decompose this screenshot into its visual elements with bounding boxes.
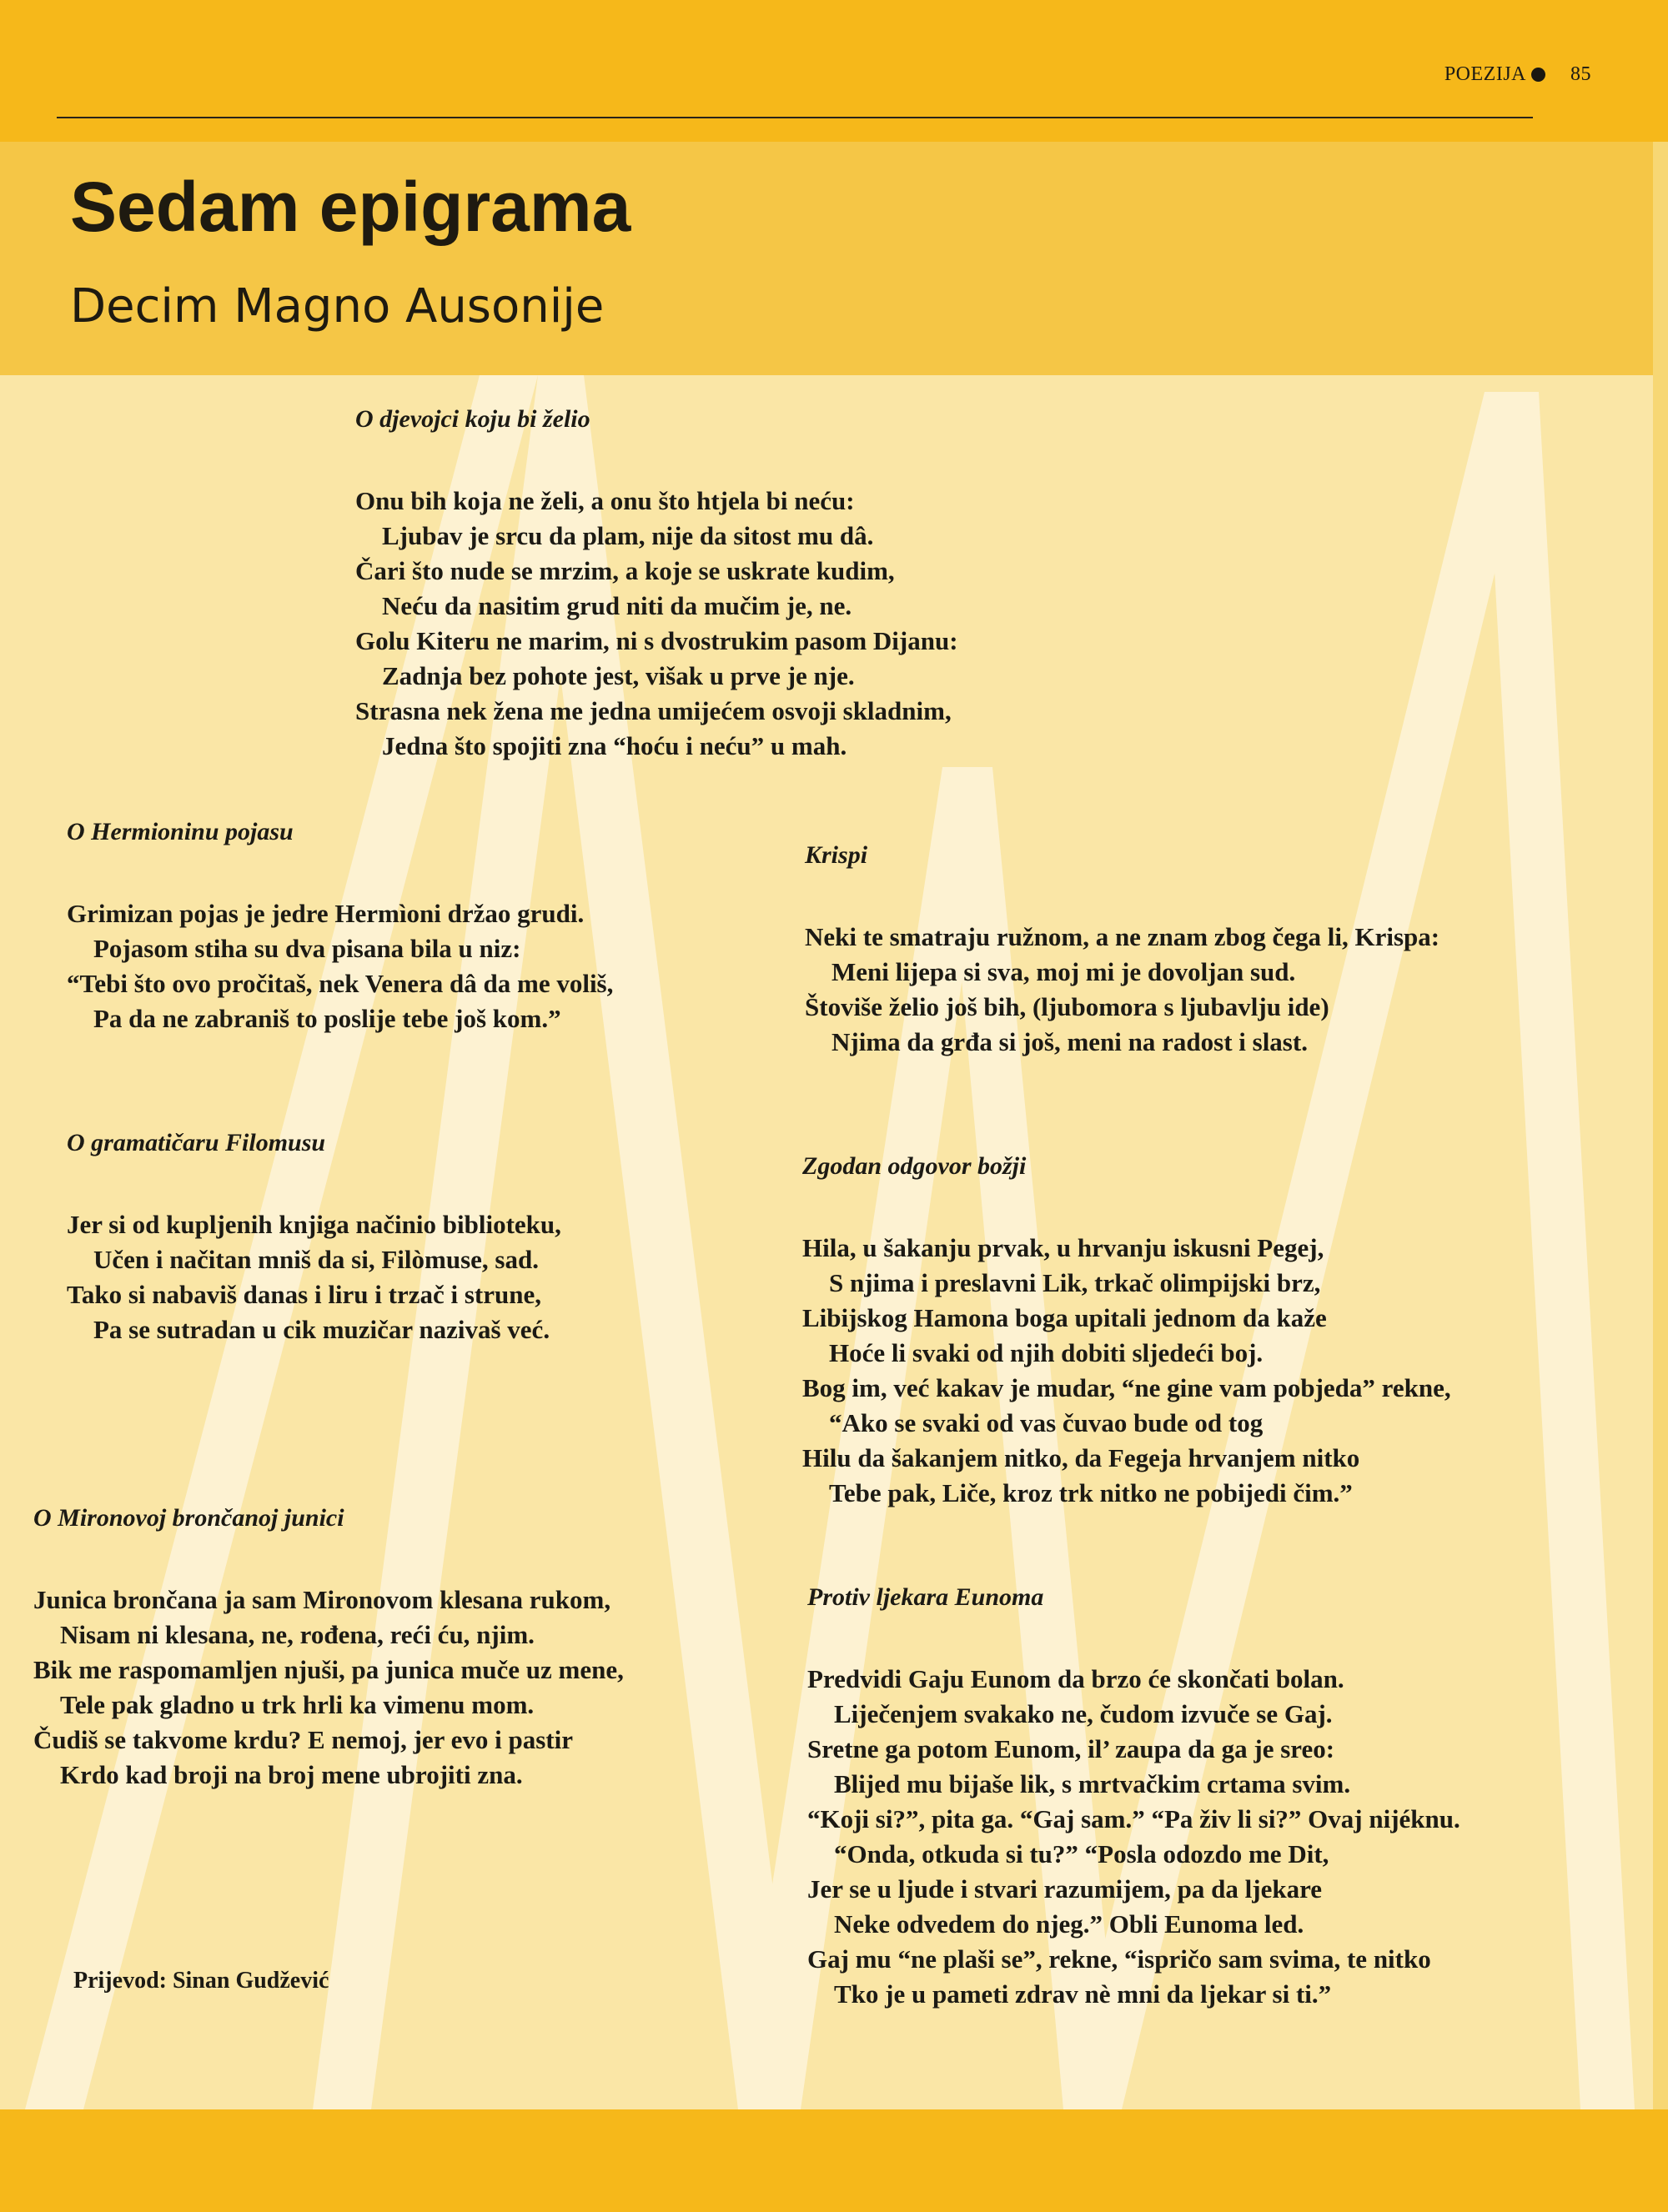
poem-zgodan-odgovor-bozji — [802, 1149, 1451, 1511]
poem-line: Neke odvedem do njeg.” Obli Eunoma led. — [834, 1909, 1304, 1939]
poem-o-djevojci — [355, 402, 958, 764]
poem-line: Bik me raspomamljen njuši, pa junica muče uz mene, — [33, 1655, 624, 1684]
top-color-band — [0, 0, 1668, 142]
poem-line: Blijed mu bijaše lik, s mrtvačkim crtama svim. — [834, 1769, 1351, 1798]
page-number: 85 — [1570, 63, 1591, 85]
poem-line: Tko je u pameti zdrav nè mni da ljekar si ti.” — [834, 1979, 1332, 2009]
poem-line: “Tebi što ovo pročitaš, nek Venera dâ da me voliš, — [67, 969, 614, 998]
poem-line: “Ako se svaki od vas čuvao bude od tog — [829, 1408, 1264, 1437]
poem-title: Zgodan odgovor božji — [802, 1152, 1027, 1180]
poem-line: Bog im, već kakav je mudar, “ne gine vam pobjeda” rekne, — [802, 1373, 1451, 1402]
poem-krispi — [805, 838, 1439, 1060]
right-edge-strip — [1653, 142, 1668, 2109]
poem-line: S njima i preslavni Lik, trkač olimpijski brz, — [829, 1268, 1321, 1297]
poem-title: Krispi — [805, 841, 868, 869]
poem-line: “Onda, otkuda si tu?” “Posla odozdo me Dit, — [834, 1839, 1329, 1868]
poem-title: O Hermioninu pojasu — [67, 818, 294, 845]
poem-line: Pojasom stiha su dva pisana bila u niz: — [93, 934, 521, 963]
poem-line: Hilu da šakanjem nitko, da Fegeja hrvanjem nitko — [802, 1443, 1360, 1472]
poem-line: Čudiš se takvome krdu? E nemoj, jer evo i pastir — [33, 1725, 573, 1754]
poem-line: Nisam ni klesana, ne, rođena, reći ću, njim. — [60, 1620, 535, 1649]
poem-line: Štoviše želio još bih, (ljubomora s ljubavlju ide) — [805, 992, 1329, 1021]
poem-line: Ljubav je srcu da plam, nije da sitost mu dâ. — [382, 521, 874, 550]
header-rule — [57, 117, 1533, 118]
poem-title: O djevojci koju bi želio — [355, 405, 590, 433]
poem-line: Predvidi Gaju Eunom da brzo će skončati bolan. — [807, 1664, 1344, 1693]
poem-line: Libijskog Hamona boga upitali jednom da kaže — [802, 1303, 1327, 1332]
bullet-icon — [1531, 68, 1545, 82]
poem-line: Sretne ga potom Eunom, il’ zaupa da ga je sreo: — [807, 1734, 1335, 1763]
poem-line: Tako si nabaviš danas i liru i trzač i strune, — [67, 1280, 542, 1309]
poem-line: Učen i načitan mniš da si, Filòmuse, sad. — [93, 1245, 539, 1274]
poem-line: Grimizan pojas je jedre Hermìoni držao grudi. — [67, 899, 585, 928]
poem-line: Neki te smatraju ružnom, a ne znam zbog čega li, Krispa: — [805, 922, 1440, 951]
section-label: POEZIJA — [1444, 63, 1526, 85]
poem-line: Pa se sutradan u cik muzičar nazivaš već. — [93, 1315, 550, 1344]
poem-line: Junica brončana ja sam Mironovom klesana rukom, — [33, 1585, 611, 1614]
poem-line: Gaj mu “ne plaši se”, rekne, “ispričo sam svima, te nitko — [807, 1944, 1431, 1974]
bottom-color-band — [0, 2109, 1668, 2212]
poem-line: Tebe pak, Liče, kroz trk nitko ne pobijedi čim.” — [829, 1478, 1353, 1507]
article-title: Sedam epigrama — [70, 168, 631, 246]
poem-line: Jer si od kupljenih knjiga načinio biblioteku, — [67, 1210, 561, 1239]
poem-o-mironovoj-juni ci — [33, 1501, 624, 1793]
poem-title: O gramatičaru Filomusu — [67, 1129, 326, 1156]
poem-line: Krdo kad broji na broj mene ubrojiti zna. — [60, 1760, 523, 1789]
poem-line: Čari što nude se mrzim, a koje se uskrate kudim, — [355, 556, 895, 585]
poem-line: Golu Kiteru ne marim, ni s dvostrukim pasom Dijanu: — [355, 626, 958, 655]
poem-line: Hoće li svaki od njih dobiti sljedeći boj. — [829, 1338, 1264, 1367]
poem-title: O Mironovoj brončanoj junici — [33, 1504, 344, 1532]
article-author: Decim Magno Ausonije — [70, 279, 605, 334]
poem-line: Jedna što spojiti zna “hoću i neću” u mah. — [382, 731, 847, 760]
poem-line: Jer se u ljude i stvari razumijem, pa da ljekare — [807, 1874, 1323, 1904]
poem-line: Hila, u šakanju prvak, u hrvanju iskusni Pegej, — [802, 1233, 1324, 1262]
poem-line: Zadnja bez pohote jest, višak u prve je nje. — [382, 661, 855, 690]
poem-line: Liječenjem svakako ne, čudom izvuče se Gaj. — [834, 1699, 1333, 1728]
poem-protiv-ljekara-eunoma — [807, 1580, 1460, 2012]
poem-title: Protiv ljekara Eunoma — [807, 1583, 1044, 1611]
poem-line: Njima da grđa si još, meni na radost i slast. — [831, 1027, 1308, 1056]
poem-line: “Koji si?”, pita ga. “Gaj sam.” “Pa živ li si?” Ovaj nijéknu. — [807, 1804, 1460, 1833]
poem-line: Onu bih koja ne želi, a onu što htjela bi neću: — [355, 486, 855, 515]
poem-line: Tele pak gladno u trk hrli ka vimenu mom. — [60, 1690, 535, 1719]
poem-line: Strasna nek žena me jedna umijećem osvoji skladnim, — [355, 696, 952, 725]
poem-line: Meni lijepa si sva, moj mi je dovoljan sud. — [831, 957, 1296, 986]
running-header — [1444, 63, 1591, 86]
translator-credit: Prijevod: Sinan Gudžević — [73, 1968, 329, 1994]
poem-line: Neću da nasitim grud niti da mučim je, ne. — [382, 591, 852, 620]
poem-line: Pa da ne zabraniš to poslije tebe još kom.” — [93, 1004, 561, 1033]
poem-o-gramaticaru-filomusu — [67, 1126, 561, 1347]
poem-o-hermioninu-pojasu — [67, 815, 613, 1036]
